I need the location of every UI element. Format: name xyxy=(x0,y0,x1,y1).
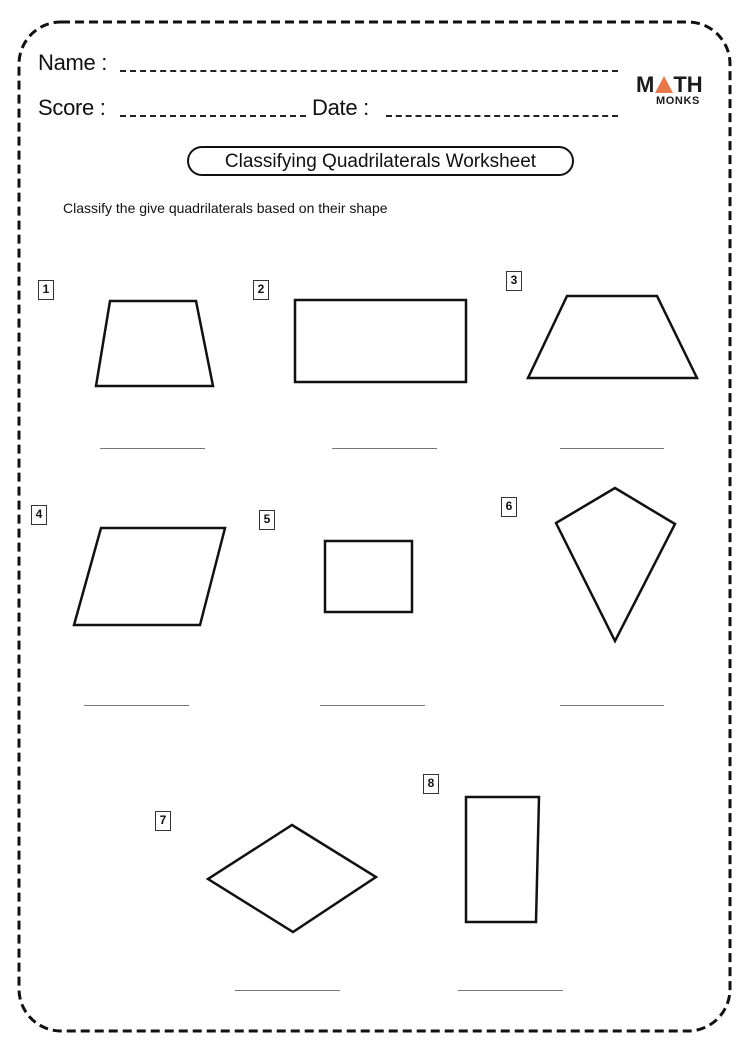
shape-5-rectangle xyxy=(325,541,412,612)
shape-7-rhombus xyxy=(208,825,376,932)
problem-number-5: 5 xyxy=(259,510,275,530)
shape-2-rectangle xyxy=(295,300,466,382)
logo-letter-m: M xyxy=(636,72,655,97)
date-label: Date : xyxy=(312,95,369,120)
answer-line-1[interactable] xyxy=(100,448,205,449)
problem-number-4: 4 xyxy=(31,505,47,525)
problem-number-3: 3 xyxy=(506,271,522,291)
shape-6-kite xyxy=(556,488,675,641)
score-label: Score : xyxy=(38,95,106,120)
logo-letters-th: TH xyxy=(673,72,703,97)
problem-number-2: 2 xyxy=(253,280,269,300)
answer-line-6[interactable] xyxy=(560,705,664,706)
logo-word-monks: MONKS xyxy=(656,95,700,107)
problem-number-8: 8 xyxy=(423,774,439,794)
shape-3-trapezoid xyxy=(528,296,697,378)
answer-line-3[interactable] xyxy=(560,448,664,449)
answer-line-2[interactable] xyxy=(332,448,437,449)
problem-number-6: 6 xyxy=(501,497,517,517)
name-label: Name : xyxy=(38,50,108,75)
problem-number-7: 7 xyxy=(155,811,171,831)
answer-line-7[interactable] xyxy=(235,990,340,991)
worksheet-title: Classifying Quadrilaterals Worksheet xyxy=(187,146,574,176)
answer-line-8[interactable] xyxy=(458,990,563,991)
shape-4-parallelogram xyxy=(74,528,225,625)
problem-number-1: 1 xyxy=(38,280,54,300)
shape-8-quadrilateral xyxy=(466,797,539,922)
instruction-text: Classify the give quadrilaterals based on their shape xyxy=(63,200,388,216)
answer-line-4[interactable] xyxy=(84,705,189,706)
answer-line-5[interactable] xyxy=(320,705,425,706)
shape-1-trapezoid xyxy=(96,301,213,386)
